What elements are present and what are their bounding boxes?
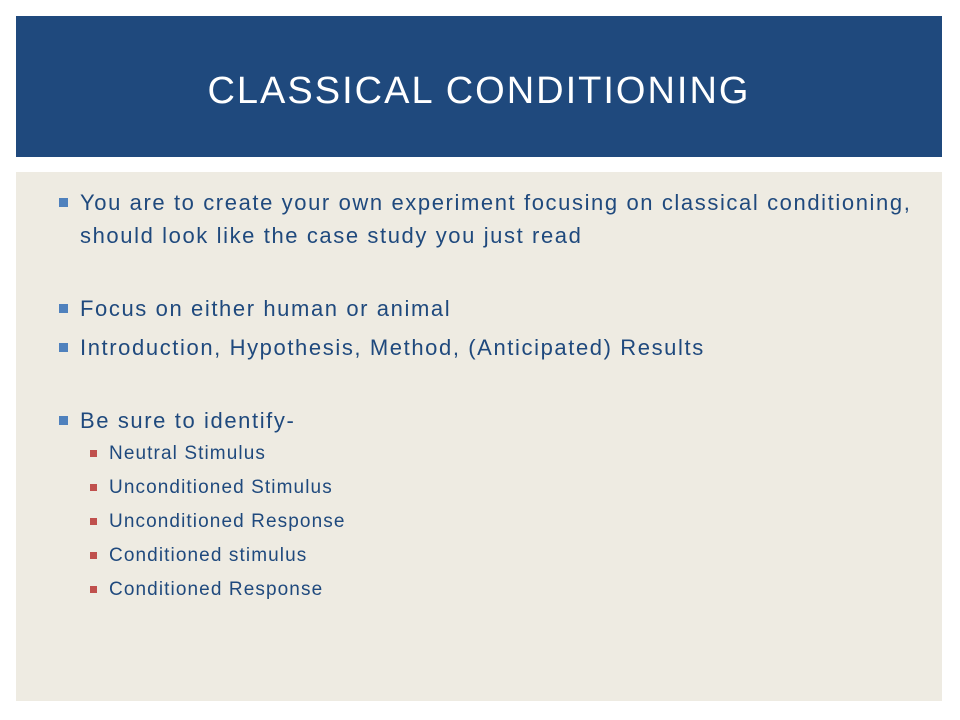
sub-bullet-text: Unconditioned Response xyxy=(109,511,346,532)
square-sub-bullet-icon xyxy=(90,484,97,491)
sub-bullet-item xyxy=(56,471,916,505)
sub-bullet-text: Unconditioned Stimulus xyxy=(109,477,333,498)
sub-bullet-item xyxy=(56,573,916,607)
bullet-item xyxy=(56,292,916,325)
bullet-text: You are to create your own experiment focusing on classical conditioning, should look like the case study you just read xyxy=(80,190,912,248)
square-sub-bullet-icon xyxy=(90,518,97,525)
sub-bullet-text: Neutral Stimulus xyxy=(109,443,266,464)
sub-bullet-list xyxy=(56,437,916,607)
content-panel xyxy=(16,172,942,701)
sub-bullet-item xyxy=(56,539,916,573)
square-bullet-icon xyxy=(59,343,68,352)
square-bullet-icon xyxy=(59,416,68,425)
bullet-text: Introduction, Hypothesis, Method, (Anticipated) Results xyxy=(80,335,705,360)
sub-bullet-item xyxy=(56,437,916,471)
bullet-item xyxy=(56,331,916,364)
title-bar xyxy=(16,16,942,157)
sub-bullet-text: Conditioned Response xyxy=(109,579,324,600)
bullet-text: Be sure to identify- xyxy=(80,408,296,433)
square-bullet-icon xyxy=(59,198,68,207)
square-sub-bullet-icon xyxy=(90,450,97,457)
bullet-list xyxy=(56,186,916,607)
sub-bullet-item xyxy=(56,505,916,539)
square-sub-bullet-icon xyxy=(90,552,97,559)
square-sub-bullet-icon xyxy=(90,586,97,593)
bullet-item xyxy=(56,404,916,607)
square-bullet-icon xyxy=(59,304,68,313)
slide-title: CLASSICAL CONDITIONING xyxy=(207,70,751,112)
sub-bullet-text: Conditioned stimulus xyxy=(109,545,308,566)
bullet-item xyxy=(56,186,916,252)
bullet-text: Focus on either human or animal xyxy=(80,296,452,321)
